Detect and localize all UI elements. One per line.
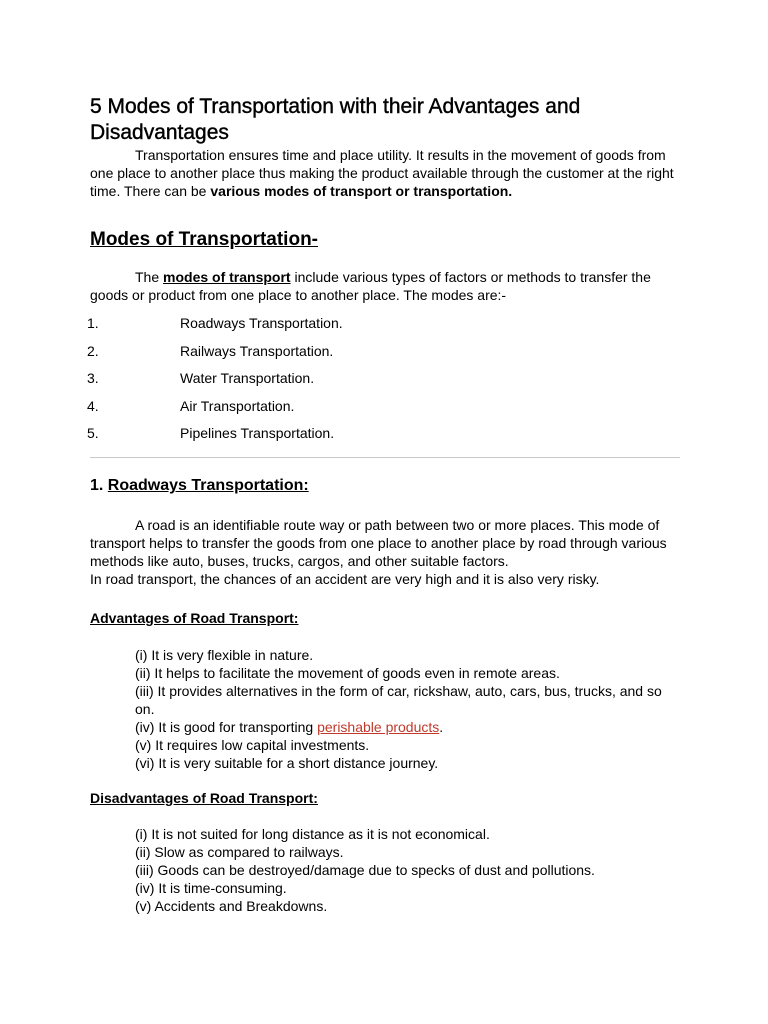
item-text: .	[439, 719, 444, 735]
disadvantages-list	[135, 825, 680, 915]
advantages-heading: Advantages of Road Transport:	[90, 610, 299, 626]
divider	[90, 457, 680, 458]
intro-paragraph	[90, 146, 680, 200]
list-item	[135, 718, 680, 736]
mode-label: Pipelines Transportation.	[180, 425, 335, 442]
list-item: (ii) It helps to facilitate the movement of goods even in remote areas.	[135, 665, 560, 681]
intro-bold: various modes of transport or transportation.	[210, 183, 513, 199]
list-item: (i) It is very flexible in nature.	[135, 647, 314, 663]
list-item: (iii) Goods can be destroyed/damage due to specks of dust and pollutions.	[135, 862, 595, 878]
mode-label: Water Transportation.	[180, 370, 315, 387]
mode-label: Railways Transportation.	[180, 342, 334, 359]
mode-number: 4.	[87, 397, 99, 414]
modes-text-before: The	[135, 269, 164, 285]
list-item: (iii) It provides alternatives in the form of car, rickshaw, auto, cars, bus, trucks, and so on.	[135, 683, 662, 717]
intro-text: Transportation ensures time and place utility. It results in the movement of goods from one place to another place thus making the product available through the customer at the right time. There can be	[90, 147, 674, 199]
disadvantages-heading: Disadvantages of Road Transport:	[90, 790, 318, 806]
roadways-paragraph	[90, 516, 680, 588]
mode-label: Air Transportation.	[180, 397, 295, 414]
modes-text-after: include various types of factors or methods to transfer the goods or product from one place to another place. The modes are:-	[90, 269, 651, 303]
list-item: (v) It requires low capital investments.	[135, 737, 370, 753]
section-title: Roadways Transportation:	[107, 477, 309, 494]
mode-number: 1.	[87, 315, 99, 331]
modes-bold: modes of transport	[163, 269, 291, 285]
page-title: 5 Modes of Transportation with their Advantages and Disadvantages	[90, 95, 581, 144]
advantages-list	[135, 646, 680, 772]
mode-label: Roadways Transportation.	[180, 315, 343, 331]
list-item: (iv) It is time-consuming.	[135, 880, 287, 896]
mode-number: 2.	[87, 342, 99, 359]
modes-heading: Modes of Transportation-	[90, 229, 318, 250]
modes-paragraph	[90, 268, 680, 304]
list-item: (vi) It is very suitable for a short distance journey.	[135, 755, 439, 771]
perishable-products-link[interactable]: perishable products	[317, 719, 440, 735]
list-item: (ii) Slow as compared to railways.	[135, 844, 344, 860]
roadways-text: A road is an identifiable route way or path between two or more places. This mode of transport helps to transfer the goods from one place to another place by road through various methods like auto, buses, trucks, cargos, and other suitable factors.	[90, 517, 667, 569]
item-text: (iv) It is good for transporting	[135, 719, 318, 735]
list-item: (i) It is not suited for long distance as it is not economical.	[135, 826, 490, 842]
list-item: (v) Accidents and Breakdowns.	[135, 898, 328, 914]
section-heading-roadways	[90, 476, 309, 496]
section-number: 1.	[90, 477, 108, 494]
mode-number: 3.	[87, 370, 99, 387]
roadways-text-2: In road transport, the chances of an accident are very high and it is also very risky.	[90, 571, 600, 587]
mode-number: 5.	[87, 425, 99, 442]
